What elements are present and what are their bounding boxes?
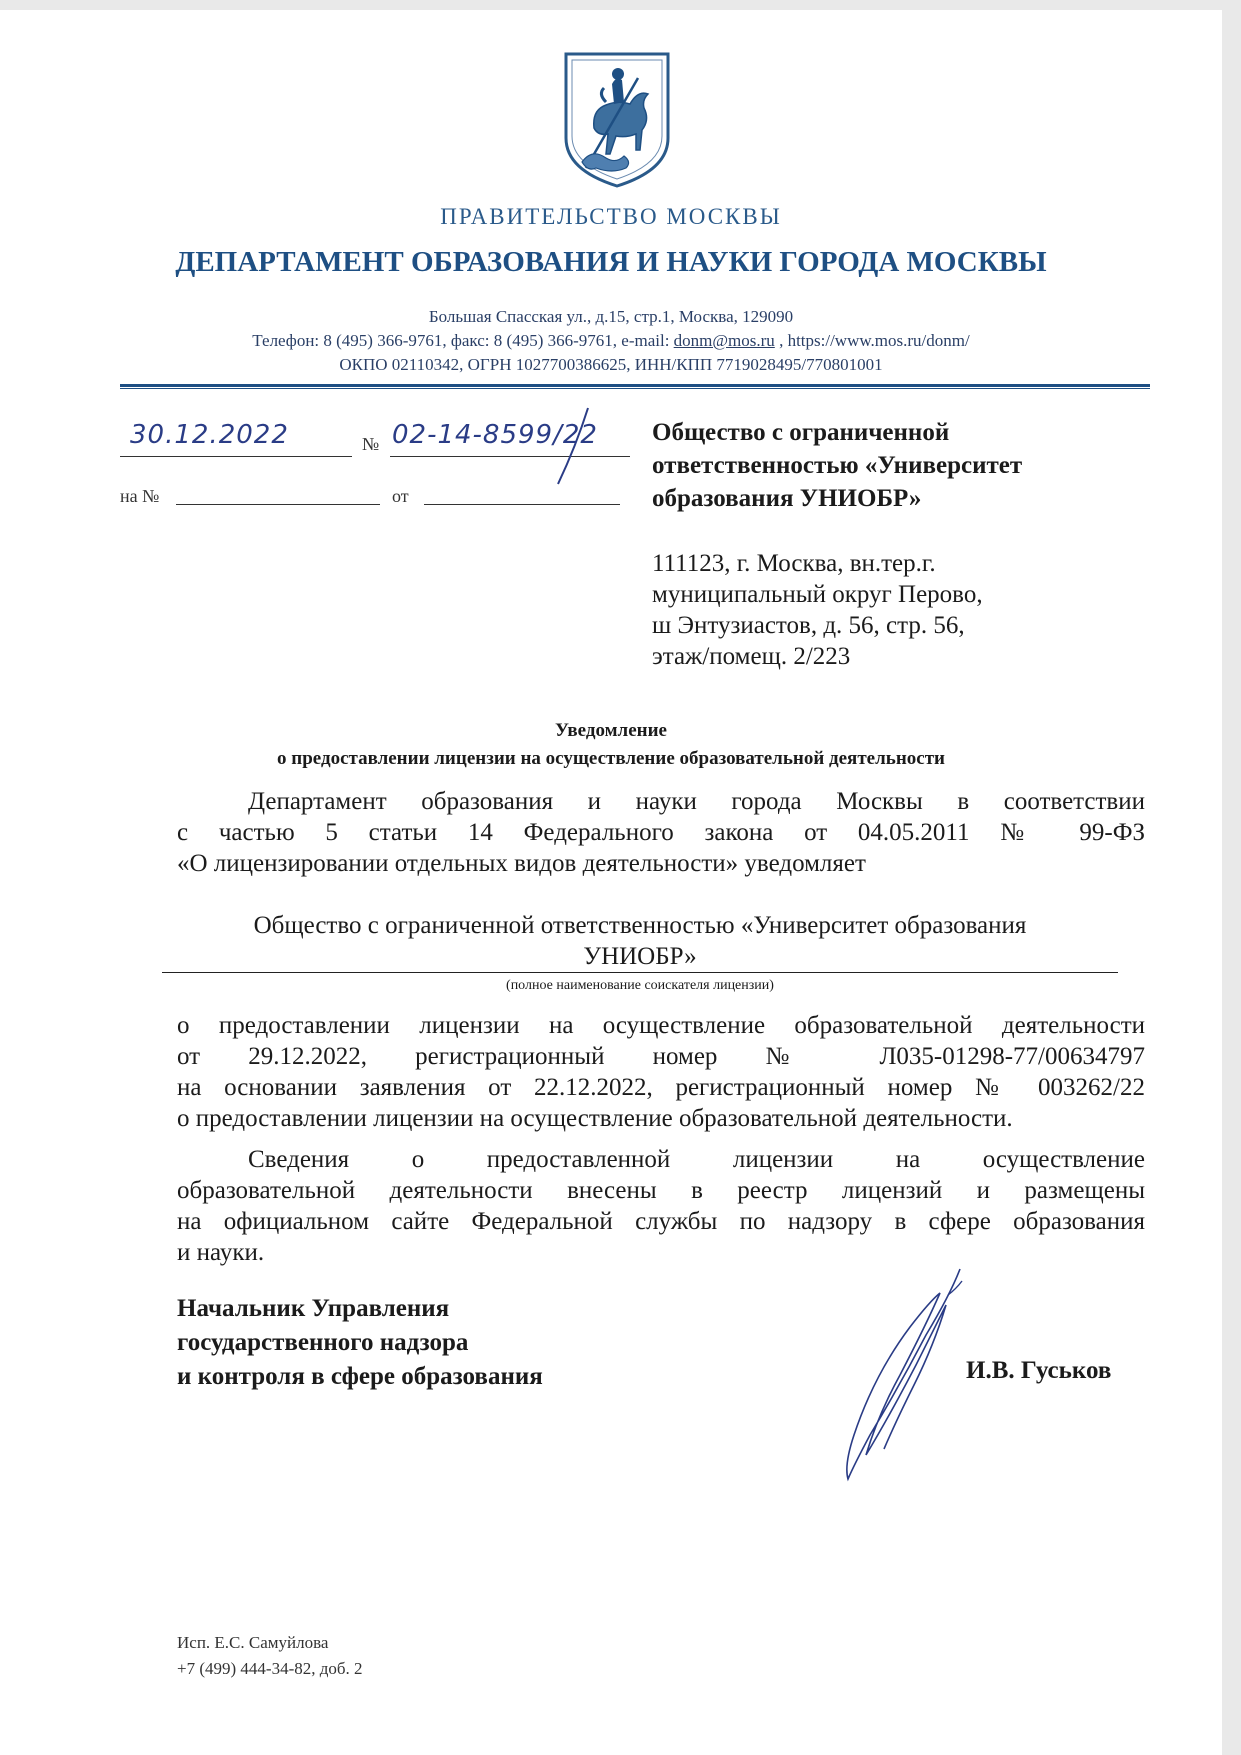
contacts-suffix: , https://www.mos.ru/donm/ <box>774 331 970 350</box>
registration-number-label: № <box>362 434 380 454</box>
recipient-address-line: ш Энтузиастов, д. 56, стр. 56, <box>652 612 965 639</box>
recipient-name-line: Общество с ограниченной <box>652 419 950 446</box>
applicant-underline <box>162 972 1118 973</box>
letter-page <box>0 10 1222 1755</box>
registry-paragraph <box>177 1144 1145 1268</box>
department-title: ДЕПАРТАМЕНТ ОБРАЗОВАНИЯ И НАУКИ ГОРОДА МОСКВЫ <box>175 246 1047 278</box>
reference-number-label: на № <box>120 486 160 506</box>
intro-line: «О лицензировании отдельных видов деятельности» уведомляет <box>177 850 866 877</box>
header-divider-thin <box>120 388 1150 389</box>
signatory-position-line: и контроля в сфере образования <box>177 1363 543 1390</box>
government-title: ПРАВИТЕЛЬСТВО МОСКВЫ <box>440 204 782 229</box>
license-line: о предоставлении лицензии на осуществление образовательной деятельности <box>177 1012 1145 1039</box>
notice-title: Уведомление <box>555 720 667 741</box>
registration-number: 02-14-8599/22 <box>392 420 598 450</box>
applicant-name-line: Общество с ограниченной ответственностью «Университет образования <box>253 912 1027 939</box>
license-line: о предоставлении лицензии на осуществление образовательной деятельности. <box>177 1105 1013 1132</box>
department-contacts <box>0 331 1222 351</box>
intro-line: Департамент образования и науки города Москвы в соответствии <box>248 788 1145 815</box>
license-details-paragraph <box>177 1010 1145 1134</box>
recipient-name-line: ответственностью «Университет <box>652 452 1023 479</box>
applicant-caption: (полное наименование соискателя лицензии) <box>506 978 774 993</box>
recipient-address-line: 111123, г. Москва, вн.тер.г. <box>652 550 936 577</box>
handwritten-slash-stroke <box>540 406 600 486</box>
applicant-name-line: УНИОБР» <box>583 943 697 970</box>
department-address: Большая Спасская ул., д.15, стр.1, Москва, 129090 <box>428 307 794 326</box>
applicant-name <box>160 910 1120 972</box>
reference-date-field <box>424 478 620 505</box>
registry-line: Сведения о предоставленной лицензии на осуществление <box>248 1146 1145 1173</box>
recipient-name-line: образования УНИОБР» <box>652 485 922 512</box>
signatory-name: И.В. Гуськов <box>966 1357 1112 1384</box>
reference-number-field <box>176 478 380 505</box>
notice-subtitle: о предоставлении лицензии на осуществление образовательной деятельности <box>277 748 945 769</box>
registry-line: образовательной деятельности внесены в реестр лицензий и размещены <box>177 1177 1145 1204</box>
header-divider-thick <box>120 384 1150 387</box>
signatory-position <box>177 1292 543 1394</box>
moscow-coat-of-arms-emblem <box>562 50 672 190</box>
recipient-address <box>652 548 1132 672</box>
registration-date-field <box>120 422 352 457</box>
department-codes: ОКПО 02110342, ОГРН 1027700386625, ИНН/КПП 7719028495/770801001 <box>339 355 883 374</box>
handwritten-signature <box>830 1265 980 1485</box>
notice-intro-paragraph <box>177 786 1145 879</box>
executor-phone: +7 (499) 444-34-82, доб. 2 <box>177 1659 363 1678</box>
executor-info <box>177 1630 363 1682</box>
recipient-address-line: муниципальный округ Перово, <box>652 581 983 608</box>
license-line: от 29.12.2022, регистрационный номер № Л035-01298-77/00634797 <box>177 1043 1145 1070</box>
reference-date-label: от <box>392 486 409 506</box>
registration-date: 30.12.2022 <box>130 420 289 450</box>
recipient-address-line: этаж/помещ. 2/223 <box>652 643 851 670</box>
registry-line: и науки. <box>177 1239 265 1266</box>
registry-line: на официальном сайте Федеральной службы по надзору в сфере образования <box>177 1208 1145 1235</box>
intro-line: с частью 5 статьи 14 Федерального закона от 04.05.2011 № 99-ФЗ <box>177 819 1145 846</box>
executor-name: Исп. Е.С. Самуйлова <box>177 1633 329 1652</box>
recipient-name <box>652 416 1132 515</box>
contacts-prefix: Телефон: 8 (495) 366-9761, факс: 8 (495) 366-9761, e-mail: <box>252 331 674 350</box>
signatory-position-line: Начальник Управления <box>177 1295 450 1322</box>
department-email-link[interactable]: donm@mos.ru <box>673 331 775 350</box>
signatory-position-line: государственного надзора <box>177 1329 469 1356</box>
license-line: на основании заявления от 22.12.2022, регистрационный номер № 003262/22 <box>177 1074 1145 1101</box>
